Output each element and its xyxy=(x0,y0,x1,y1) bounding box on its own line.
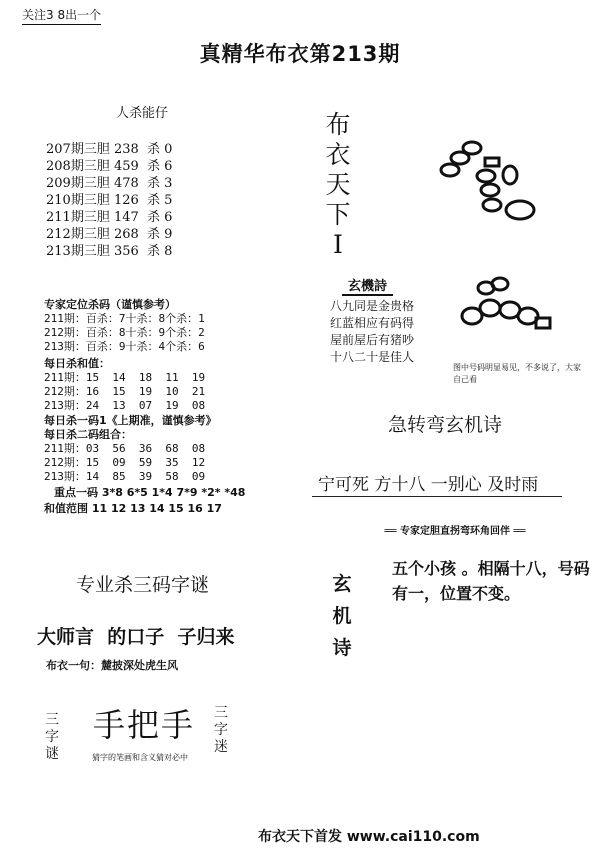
divider xyxy=(312,496,562,497)
tagline-text: 专家定胆直拐弯环角回伴 xyxy=(400,526,510,537)
expert-line: 211期：百杀：7十杀：8个杀：1 xyxy=(44,312,205,325)
expert-line: 211期：15 14 18 11 19 xyxy=(44,371,206,384)
three-gall-row: 210期三胆 126 杀 5 xyxy=(46,193,173,208)
three-gall-row: 209期三胆 478 杀 3 xyxy=(46,176,173,191)
three-gall-row: 212期三胆 268 杀 9 xyxy=(46,227,173,242)
expert-heading: 专家定位杀码（谨慎参考） xyxy=(44,298,176,311)
top-note: 关注3 8出一个 xyxy=(22,6,101,25)
expert-line: 212期：百杀：8十杀：9个杀：2 xyxy=(44,326,205,339)
poem-block xyxy=(322,275,462,370)
section-title: 急转弯玄机诗 xyxy=(387,414,502,436)
xuanji-vertical-label: 玄机诗 xyxy=(332,573,352,659)
page-title: 真精华布衣第213期 xyxy=(199,42,401,66)
expert-sum-range: 和值范围 11 12 13 14 15 16 17 xyxy=(44,502,222,515)
expert-subheading: 每日杀和值： xyxy=(44,357,110,370)
riddle-main-text: 手把手 xyxy=(93,706,196,744)
buyi-vertical-title: 布衣天下I xyxy=(325,110,351,259)
three-gall-row: 211期三胆 147 杀 6 xyxy=(46,210,173,225)
three-gall-row: 208期三胆 459 杀 6 xyxy=(46,159,173,174)
expert-line: 211期：03 56 36 68 08 xyxy=(44,442,206,455)
poem-line: 八九同是金贵格 xyxy=(330,299,415,313)
expert-line: 213期：百杀：9十杀：4个杀：6 xyxy=(44,340,205,353)
expert-line: 213期：24 13 07 19 08 xyxy=(44,399,206,412)
picture-caption: 图中号码明显易见，不多说了，大家自己看 xyxy=(453,363,581,384)
coin-chain-picture-icon xyxy=(456,270,566,350)
expert-key-code: 重点一码 3*8 6*5 1*4 7*9 *2* *48 xyxy=(54,486,246,499)
poem-line: 红蓝相应有码得 xyxy=(330,316,415,330)
tagline-dash-left: ══ xyxy=(384,526,397,537)
expert-block xyxy=(40,292,250,514)
riddle-line: 大师言 的口子 子归来 xyxy=(37,626,235,648)
expert-line: 212期：15 09 59 35 12 xyxy=(44,456,206,469)
left-vertical-label: 三字谜 xyxy=(45,712,59,762)
poem-line: 十八二十是佳人 xyxy=(330,350,415,364)
expert-tagline xyxy=(335,522,575,537)
three-gall-row: 213期三胆 356 杀 8 xyxy=(46,244,173,259)
poem-line: 屋前屋后有猪吵 xyxy=(330,333,415,347)
right-vertical-label: 三字迷 xyxy=(214,705,228,755)
tagline-dash-right: ══ xyxy=(513,526,526,537)
footer-source: 布衣天下首发 www.cai110.com xyxy=(258,829,480,845)
coins-picture-icon xyxy=(430,130,560,230)
riddle-heading: 专业杀三码字谜 xyxy=(75,574,209,596)
xuanji-text: 五个小孩 。相隔十八，号码有一，位置不变。 xyxy=(392,559,590,603)
expert-line: 213期：14 85 39 58 09 xyxy=(44,470,206,483)
three-gall-row: 207期三胆 238 杀 0 xyxy=(46,142,173,157)
three-gall-block xyxy=(42,102,242,260)
three-gall-heading: 人杀能仔 xyxy=(115,106,168,121)
poem-title: 玄機詩 xyxy=(342,275,393,296)
expert-subheading: 每日杀一码1《上期准，谨慎参考》 xyxy=(44,414,217,427)
expert-line: 212期：16 15 19 10 21 xyxy=(44,385,206,398)
buyi-saying: 布衣一句：麓披深处虎生风 xyxy=(46,659,178,672)
quote-line: 宁可死 方十八 一别心 及时雨 xyxy=(318,475,539,495)
expert-subheading: 每日杀二码组合： xyxy=(44,428,132,441)
riddle-hint: 猜字的笔画和含义猜对必中 xyxy=(92,753,188,762)
